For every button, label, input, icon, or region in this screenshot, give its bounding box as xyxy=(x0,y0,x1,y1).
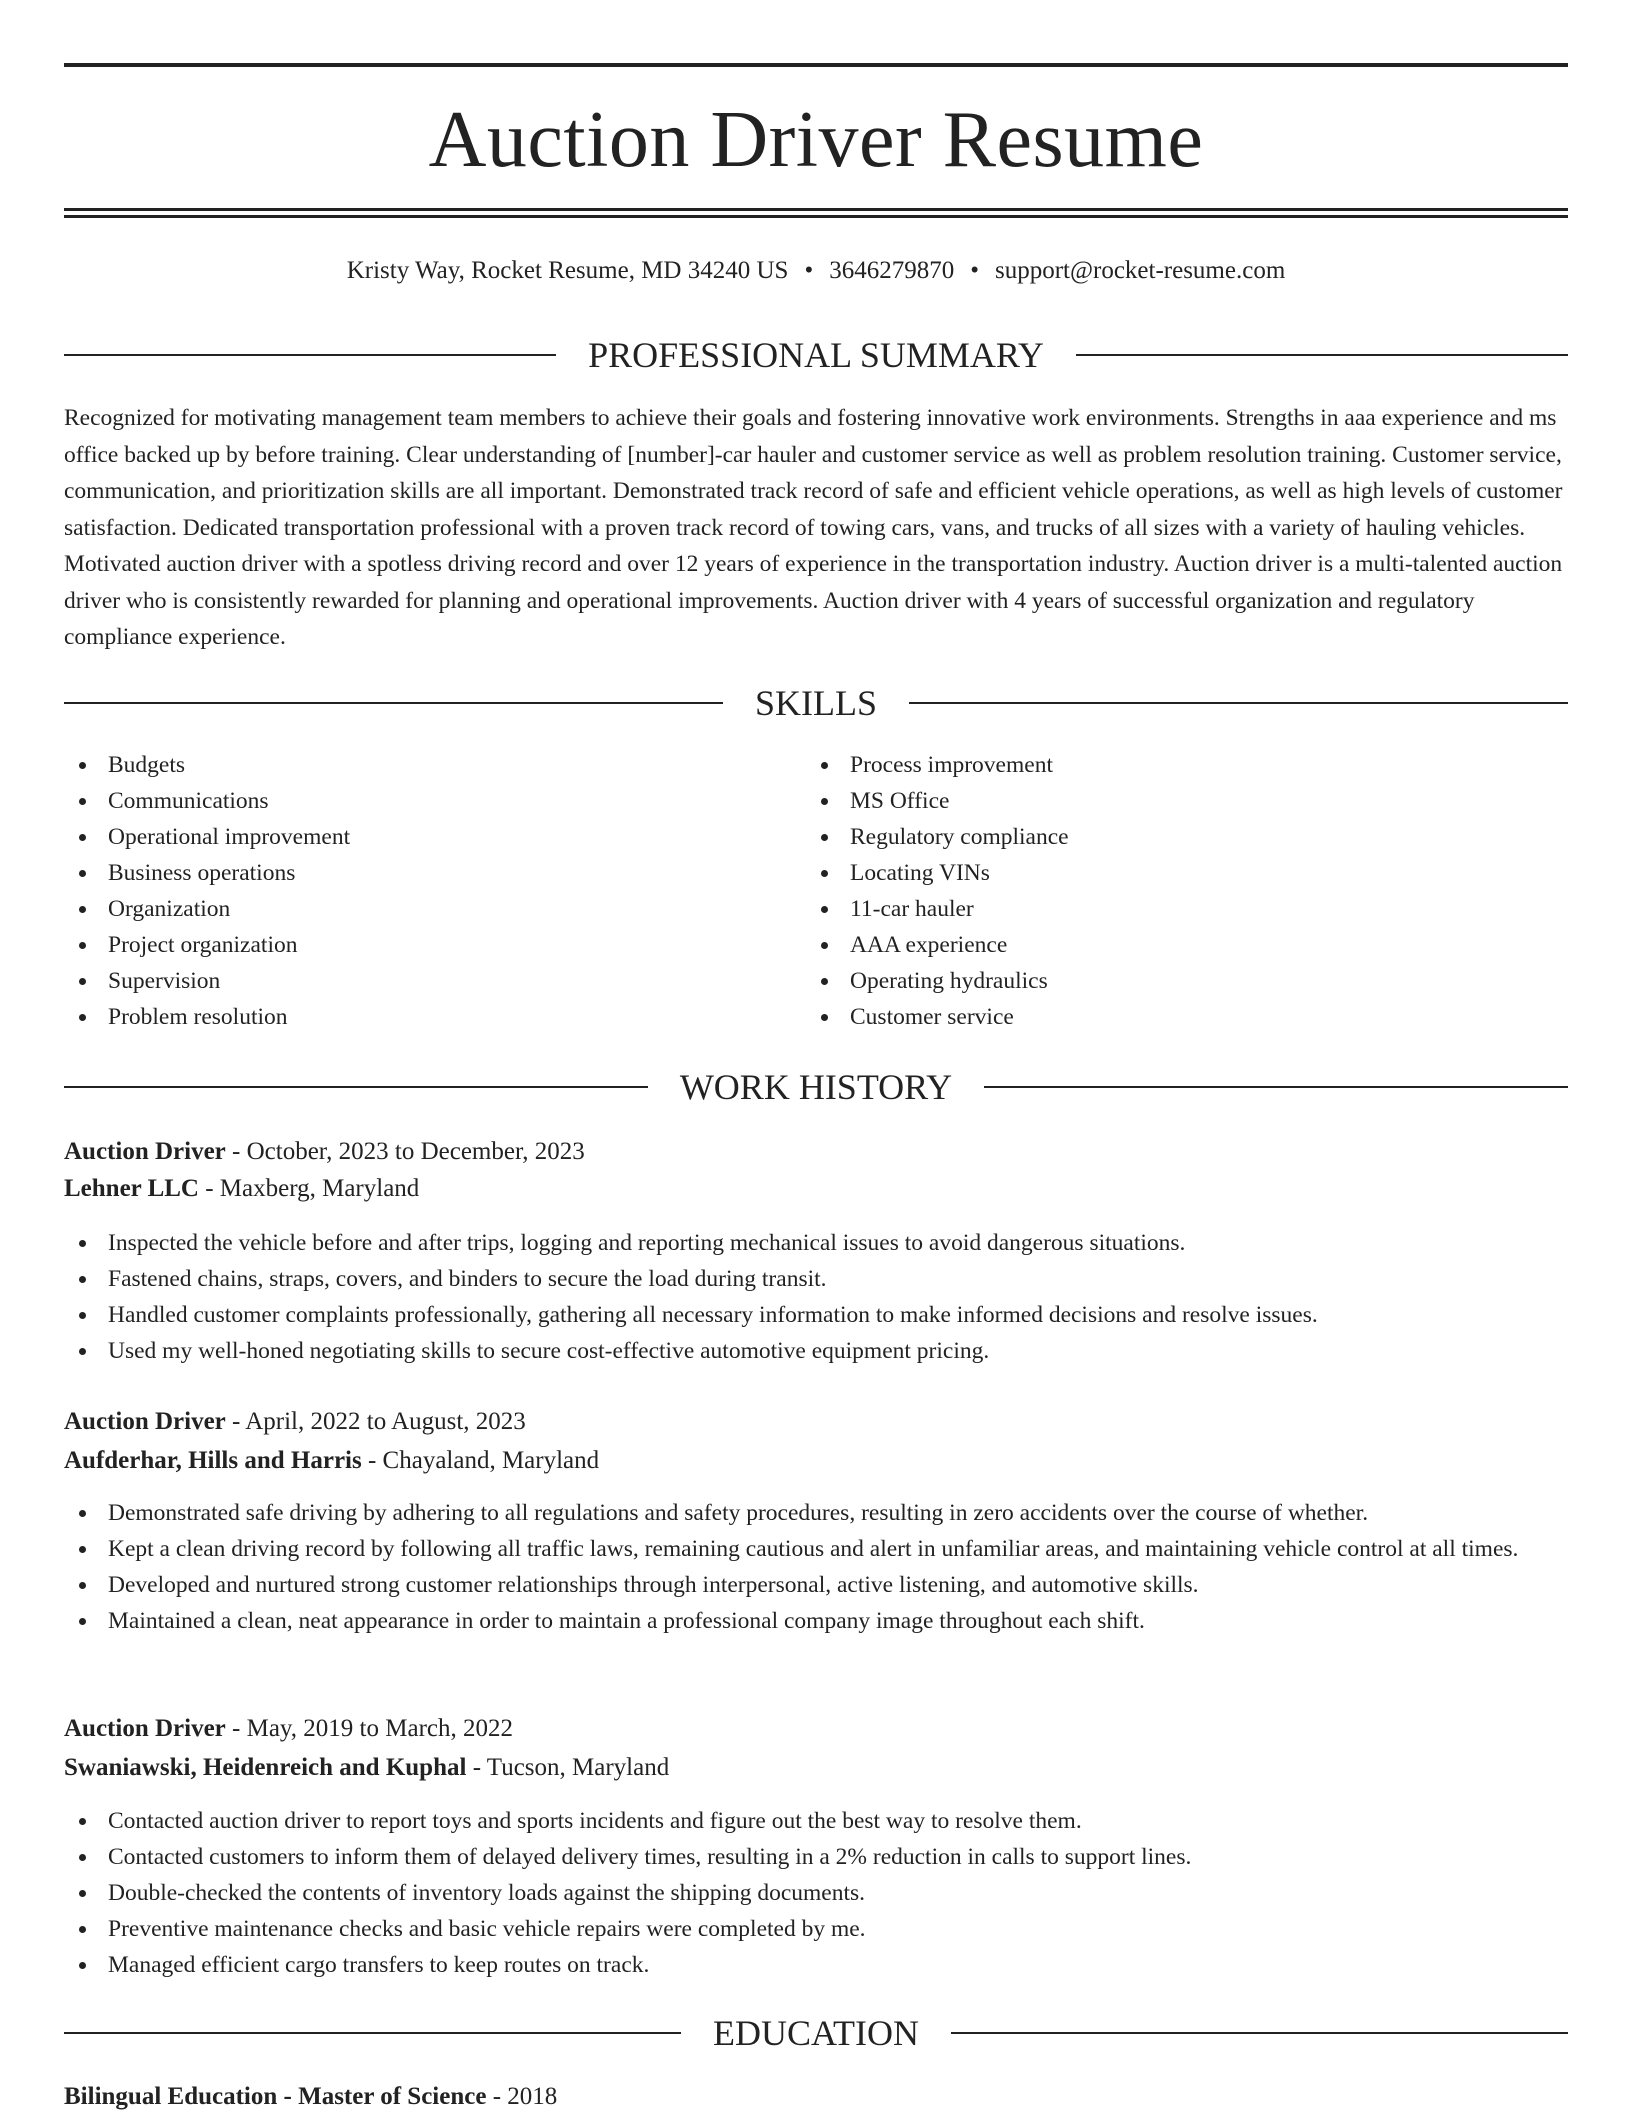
bullet-icon xyxy=(79,798,86,805)
skill-item: Budgets xyxy=(64,747,804,783)
contact-separator: • xyxy=(804,257,814,284)
contact-phone: 3646279870 xyxy=(829,257,955,284)
bullet-icon xyxy=(79,1890,86,1897)
skill-item: Problem resolution xyxy=(64,999,804,1035)
page-title: Auction Driver Resume xyxy=(428,96,1204,184)
job-title-line xyxy=(64,1133,1568,1171)
contact-separator: • xyxy=(970,257,979,284)
divider xyxy=(909,702,1568,704)
skill-item: 11-car hauler xyxy=(806,891,1546,927)
skill-item: Regulatory compliance xyxy=(806,819,1546,855)
bullet-icon xyxy=(79,1854,86,1861)
skill-item: MS Office xyxy=(806,783,1546,819)
list-item: Handled customer complaints professionally, gathering all necessary information to make informed decisions and resolve issues. xyxy=(64,1297,1568,1333)
education-degree: Bilingual Education - Master of Science xyxy=(64,2083,487,2110)
job-bullets xyxy=(64,1495,1568,1639)
contact-email: support@rocket-resume.com xyxy=(994,257,1286,284)
bullet-icon xyxy=(821,834,828,841)
skill-item: Business operations xyxy=(64,855,804,891)
job-title: Auction Driver xyxy=(64,1408,226,1435)
skill-item: Customer service xyxy=(806,999,1546,1035)
skill-item: Operational improvement xyxy=(64,819,804,855)
list-item: Developed and nurtured strong customer relationships through interpersonal, active listening, and automotive skills. xyxy=(64,1567,1568,1603)
section-title: SKILLS xyxy=(755,683,878,723)
section-title: WORK HISTORY xyxy=(679,1067,953,1107)
bullet-icon xyxy=(821,978,828,985)
divider xyxy=(984,1086,1568,1088)
list-item: Preventive maintenance checks and basic vehicle repairs were completed by me. xyxy=(64,1911,1568,1947)
contact-address: Kristy Way, Rocket Resume, MD 34240 US xyxy=(346,257,789,284)
education-entry xyxy=(64,2078,1568,2116)
list-item: Double-checked the contents of inventory loads against the shipping documents. xyxy=(64,1875,1568,1911)
list-item: Used my well-honed negotiating skills to secure cost-effective automotive equipment pricing. xyxy=(64,1333,1568,1369)
list-item: Contacted customers to inform them of delayed delivery times, resulting in a 2% reduction in calls to support lines. xyxy=(64,1839,1568,1875)
list-item: Contacted auction driver to report toys and sports incidents and figure out the best way to resolve them. xyxy=(64,1803,1568,1839)
bullet-icon xyxy=(821,906,828,913)
list-item: Kept a clean driving record by following all traffic laws, remaining cautious and alert in unfamiliar areas, and maintaining vehicle control at all times. xyxy=(64,1531,1568,1567)
job-location: - Maxberg, Maryland xyxy=(198,1175,420,1202)
skill-item: Project organization xyxy=(64,927,804,963)
skills-list-left xyxy=(64,747,804,1035)
skills-list-right xyxy=(806,747,1546,1035)
section-header-education xyxy=(64,2013,1568,2053)
job-bullets xyxy=(64,1225,1568,1369)
bullet-icon xyxy=(79,1818,86,1825)
education-year: - 2018 xyxy=(486,2083,558,2110)
list-item: Demonstrated safe driving by adhering to all regulations and safety procedures, resulting in zero accidents over the course of whether. xyxy=(64,1495,1568,1531)
bullet-icon xyxy=(79,1618,86,1625)
bullet-icon xyxy=(79,1276,86,1283)
bullet-icon xyxy=(821,870,828,877)
job-dates: - October, 2023 to December, 2023 xyxy=(225,1138,585,1165)
job-title-line xyxy=(64,1710,1568,1748)
divider xyxy=(64,354,556,356)
bullet-icon xyxy=(821,942,828,949)
bullet-icon xyxy=(79,978,86,985)
divider xyxy=(64,1086,648,1088)
bullet-icon xyxy=(79,834,86,841)
section-header-summary xyxy=(64,335,1568,375)
bullet-icon xyxy=(821,798,828,805)
job-company-line xyxy=(64,1170,1568,1208)
list-item: Fastened chains, straps, covers, and binders to secure the load during transit. xyxy=(64,1261,1568,1297)
skill-item: Communications xyxy=(64,783,804,819)
bullet-icon xyxy=(79,1582,86,1589)
job-company-line xyxy=(64,1749,1568,1787)
bullet-icon xyxy=(79,1510,86,1517)
professional-summary: Recognized for motivating management team members to achieve their goals and fostering innovative work environments. Strengths in aaa experience and ms office backed up by before training. Clear understanding of [number]-car hauler and customer service as well as problem resolution training. Customer service, communication, and prioritization skills are all important. Demonstrated track record of safe and efficient vehicle operations, as well as high levels of customer satisfaction. Dedicated transportation professional with a proven track record of towing cars, vans, and trucks of all sizes with a variety of hauling vehicles. Motivated auction driver with a spotless driving record and over 12 years of experience in the transportation industry. Auction driver is a multi-talented auction driver who is consistently rewarded for planning and operational improvements. Auction driver with 4 years of successful organization and regulatory compliance experience. xyxy=(64,405,1563,650)
skill-item: Locating VINs xyxy=(806,855,1546,891)
skill-item: Supervision xyxy=(64,963,804,999)
list-item: Maintained a clean, neat appearance in order to maintain a professional company image throughout each shift. xyxy=(64,1603,1568,1639)
job-title-line xyxy=(64,1403,1568,1441)
bullet-icon xyxy=(79,942,86,949)
job-company: Lehner LLC xyxy=(64,1175,199,1202)
job-company-line xyxy=(64,1442,1568,1480)
divider xyxy=(951,2032,1568,2034)
job-bullets xyxy=(64,1803,1568,1983)
section-header-work xyxy=(64,1067,1568,1107)
title-rule-lower xyxy=(64,215,1568,218)
section-header-skills xyxy=(64,683,1568,723)
skill-item: Organization xyxy=(64,891,804,927)
section-title: PROFESSIONAL SUMMARY xyxy=(588,335,1044,375)
bullet-icon xyxy=(821,762,828,769)
contact-line xyxy=(64,254,1568,288)
skill-item: AAA experience xyxy=(806,927,1546,963)
bullet-icon xyxy=(79,1546,86,1553)
bullet-icon xyxy=(79,1240,86,1247)
bullet-icon xyxy=(79,1014,86,1021)
job-location: - Chayaland, Maryland xyxy=(361,1447,600,1474)
job-dates: - May, 2019 to March, 2022 xyxy=(225,1715,514,1742)
bullet-icon xyxy=(821,1014,828,1021)
divider xyxy=(64,702,723,704)
list-item: Managed efficient cargo transfers to keep routes on track. xyxy=(64,1947,1568,1983)
section-title: EDUCATION xyxy=(713,2013,919,2053)
job-company: Swaniawski, Heidenreich and Kuphal xyxy=(64,1754,467,1781)
top-rule xyxy=(64,63,1568,67)
job-company: Aufderhar, Hills and Harris xyxy=(64,1447,362,1474)
bullet-icon xyxy=(79,1962,86,1969)
bullet-icon xyxy=(79,870,86,877)
bullet-icon xyxy=(79,1312,86,1319)
divider xyxy=(1076,354,1568,356)
skill-item: Process improvement xyxy=(806,747,1546,783)
bullet-icon xyxy=(79,906,86,913)
divider xyxy=(64,2032,681,2034)
job-title: Auction Driver xyxy=(64,1138,226,1165)
job-location: - Tucson, Maryland xyxy=(466,1754,670,1781)
bullet-icon xyxy=(79,1348,86,1355)
job-title: Auction Driver xyxy=(64,1715,226,1742)
title-rule-upper xyxy=(64,208,1568,211)
list-item: Inspected the vehicle before and after trips, logging and reporting mechanical issues to avoid dangerous situations. xyxy=(64,1225,1568,1261)
job-dates: - April, 2022 to August, 2023 xyxy=(225,1408,526,1435)
bullet-icon xyxy=(79,762,86,769)
skill-item: Operating hydraulics xyxy=(806,963,1546,999)
bullet-icon xyxy=(79,1926,86,1933)
